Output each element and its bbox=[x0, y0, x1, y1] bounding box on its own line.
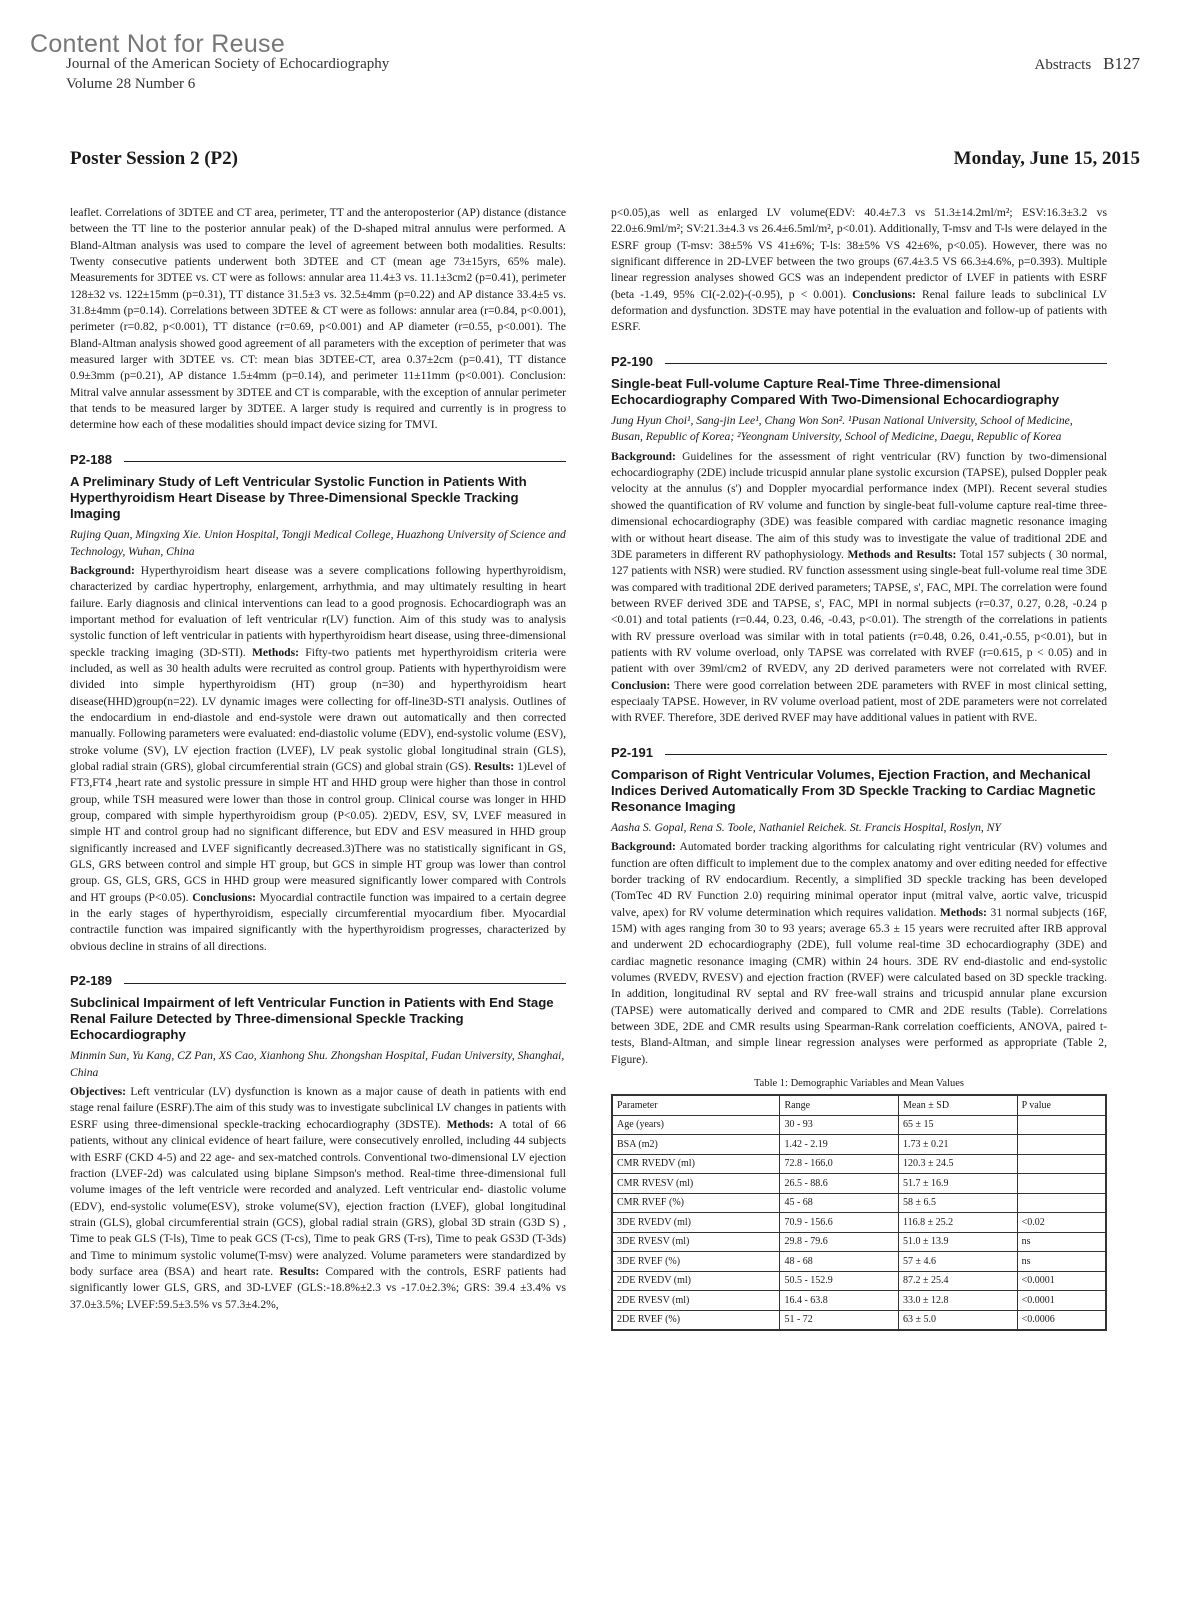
table-cell: BSA (m2) bbox=[612, 1135, 780, 1155]
right-column bbox=[611, 205, 1107, 1331]
abstract-title: Subclinical Impairment of left Ventricular Function in Patients with End Stage Renal Failure Detected by Three-dimensional Speckle Tracking Echocardiography bbox=[70, 995, 554, 1043]
abstract-authors: Aasha S. Gopal, Rena S. Toole, Nathaniel Reichek. St. Francis Hospital, Roslyn, NY bbox=[611, 820, 1001, 834]
table-cell: 1.73 ± 0.21 bbox=[899, 1135, 1018, 1155]
table-cell: 48 - 68 bbox=[780, 1252, 899, 1272]
table-row bbox=[612, 1213, 1106, 1233]
watermark: Content Not for Reuse bbox=[30, 30, 286, 58]
table-cell bbox=[1017, 1174, 1106, 1194]
table-cell: CMR RVEDV (ml) bbox=[612, 1154, 780, 1174]
table-header-cell: Range bbox=[780, 1095, 899, 1115]
table-header-cell: Mean ± SD bbox=[899, 1095, 1018, 1115]
table-body bbox=[612, 1115, 1106, 1330]
table-cell: 116.8 ± 25.2 bbox=[899, 1213, 1018, 1233]
table-cell: 51.0 ± 13.9 bbox=[899, 1232, 1018, 1252]
table-cell: 1.42 - 2.19 bbox=[780, 1135, 899, 1155]
section-label: Abstracts bbox=[1034, 57, 1092, 73]
table-header-row bbox=[612, 1095, 1106, 1115]
journal-name: Journal of the American Society of Echocardiography bbox=[66, 56, 390, 72]
page-header-right bbox=[1035, 54, 1141, 74]
demographics-table bbox=[611, 1094, 1107, 1331]
demographics-table-block bbox=[611, 1076, 1107, 1331]
abstract-body: Background: Automated border tracking algorithms for calculating right ventricular (RV) volumes and function are often difficult to implement due to the complex anatomy and over editing needed for effective border tracking of RV endocardium. Recently, a simplified 3D speckle tracking has been developed (TomTec 4D RV Function 2.0) requiring minimal operator input (mitral valve, aortic valve, tricuspid valve, apex) for RV volume determination which requires validation. Methods: 31 normal subjects (16F, 15M) with ages ranging from 30 to 93 years; average 65.3 ± 15 years were recruited after IRB approval and underwent 2D echocardiography (2DE), full volume real-time 3D echocardiography (3DE) and cardiac magnetic resonance imaging (CMR) within 24 hours. 3DE RV end-diastolic and end-systolic volumes (RVEDV, RVESV) and ejection fraction (RVEF) were calculated based on 3D speckle tracking. In addition, longitudinal RV septal and RV free-wall strains and tricuspid annular plane excursion (TAPSE) were automatically derived and compared to CMR and 2DE results (Table). Correlations between 3DE, 2DE and CMR results using Spearman-Rank correlation coefficients, ANOVA, paired t-tests, Bland-Altman, and simple linear regression analyses were performed as appropriate (Table 2, Figure). bbox=[611, 840, 1108, 1066]
table-cell bbox=[1017, 1115, 1106, 1135]
table-cell: 45 - 68 bbox=[780, 1193, 899, 1213]
abstract-p2-191 bbox=[611, 745, 1107, 1332]
table-cell bbox=[1017, 1193, 1106, 1213]
table-cell: 3DE RVESV (ml) bbox=[612, 1232, 780, 1252]
table-cell: 65 ± 15 bbox=[899, 1115, 1018, 1135]
table-cell: <0.0001 bbox=[1017, 1271, 1106, 1291]
table-cell: 51 - 72 bbox=[780, 1310, 899, 1330]
abstract-body: Objectives: Left ventricular (LV) dysfunction is known as a major cause of death in patients with end stage renal failure (ESRF).The aim of this study was to investigate subclinical LV changes in patients with ESRF using three-dimensional speckle-tracking echocardiography (3DSTE). Methods: A total of 66 patients, without any clinical evidence of heart failure, were consecutively enrolled, including 44 subjects with ESRF (CKD 4-5) and 22 age- and sex-matched controls. Conventional two-dimensional LV ejection fraction (LVEF-2d) was calculated using biplane Simpson's method. Real-time three-dimensional full volume images of the left ventricle were recorded and analyzed. Left ventricular end- diastolic volume (EDV), end-systolic volume(ESV), stroke volume(SV), ejection fraction (LVEF), global longitudinal strain (GLS), global circumferential strain (GCS), global radial strain (GRS), global 3D strain (G3D S) , Time to peak GLS (T-ls), Time to peak GCS (T-cs), Time to peak GRS (T-rs), Time to peak GS3D (T-3ds) and Time to minimum systolic volume(T-msv) were analyzed. Volume parameters were standardized by body surface area (BSA) and heart rate. Results: Compared with the controls, ESRF patients had significantly lower GLS, GRS, and 3D-LVEF (GLS:-18.8%±2.3 vs -17.0±2.3%; GRS: 39.4 ±3.4% vs 37.0±3.5%; LVEF:59.5±3.5% vs 57.3±4.2%, bbox=[70, 1085, 567, 1311]
table-cell: 2DE RVEF (%) bbox=[612, 1310, 780, 1330]
table-row bbox=[612, 1271, 1106, 1291]
session-title: Poster Session 2 (P2) bbox=[70, 148, 238, 169]
journal-volume: Volume 28 Number 6 bbox=[66, 76, 196, 92]
table-cell: <0.0001 bbox=[1017, 1291, 1106, 1311]
table-cell: 70.9 - 156.6 bbox=[780, 1213, 899, 1233]
table-cell: 29.8 - 79.6 bbox=[780, 1232, 899, 1252]
table-cell: 26.5 - 88.6 bbox=[780, 1174, 899, 1194]
table-cell: 87.2 ± 25.4 bbox=[899, 1271, 1018, 1291]
table-header-cell: Parameter bbox=[612, 1095, 780, 1115]
table-cell: ns bbox=[1017, 1252, 1106, 1272]
table-cell: CMR RVEF (%) bbox=[612, 1193, 780, 1213]
abstract-body: Background: Hyperthyroidism heart disease was a severe complications following hyperthyroidism, characterized by cardiac hypertrophy, enlargement, arrhythmia, and may ultimately resulting in heart failure. Early diagnosis and clinical interventions can lead to a good prognosis. Echocardiograph was an important method for evaluation of left ventricular r(LV) function. Aim of this study was to analysis systolic function of left ventricular in patients with hyperthyroidism heart disease, using three-dimensional speckle tracking imaging (3D-STI). Methods: Fifty-two patients met hyperthyroidism criteria were included, as well as 30 health adults were recruited as control group. Patients with hyperthyroidism were divided into simple hyperthyroidism (HT) group (n=30) and hyperthyroidism heart disease(HHD)group(n=22). LV dynamic images were collecting for off-line3D-STI analysis. Outlines of the endocardium in end-diastole and end-systole were drawn out automatically and then corrected manually. Following parameters were evaluated: end-diastolic volume (EDV), end-systolic volume (ESV), stroke volume (SV), LV ejection fraction (LVEF), LV peak systolic global longitudinal strain (GLS), global radial strain (GRS), global circumferential strain (GCS) and global strain (GS). Results: 1)Level of FT3,FT4 ,heart rate and systolic pressure in simple HT and HHD group were higher than those in control group, while TSH measured were lower than those in control group. Clinical course was longer in HHD group, compared with simple hyperthyroidism group (P<0.05). 2)EDV, ESV, SV, LVEF measured in simple HT and control group had no significant difference, but EDV and ESV measured in HHD group significantly increased and LVEF significantly decreased.3)There was no statistically significant in GS, GLS, GRS between control and simple HT group, but GCS in simple HT group was lower than control group. GS, GLS, GRS, GCS in HHD group were measured significantly lower compared with Controls and HT groups (P<0.05). Conclusions: Myocardial contractile function was impaired to a certain degree in the early stages of hyperthyroidism, especially circumferential myocardium fiber. Myocardial contractile function was impaired significantly with the hyperthyroidism progresses, characterized by obvious decline in strains of all directions. bbox=[70, 563, 566, 953]
abstract-p2-188 bbox=[70, 452, 566, 955]
table-row bbox=[612, 1154, 1106, 1174]
table-cell: 120.3 ± 24.5 bbox=[899, 1154, 1018, 1174]
abstract-id: P2-188 bbox=[70, 452, 566, 468]
table-row bbox=[612, 1193, 1106, 1213]
table-cell: 57 ± 4.6 bbox=[899, 1252, 1018, 1272]
continued-abstract: p<0.05),as well as enlarged LV volume(EDV: 40.4±7.3 vs 51.3±14.2ml/m²; ESV:16.3±3.2 vs 22.0±6.9ml/m²; SV:21.3±4.3 vs 26.4±6.5ml/m², p<0.01). Additionally, T-msv and T-ls were delayed in the ESRF group (T-msv: 38±5% VS 41±6%; T-ls: 38±5% VS 42±6%, p<0.05). However, there was no significant difference in 2D-LVEF between the two groups (67.4±3.5 VS 66.3±4.6%, p=0.393). Multiple linear regression analyses showed GCS was an independent predictor of LVEF in patients with ESRF (beta -1.49, 95% CI(-2.02)-(-0.95), p < 0.001). Conclusions: Renal failure leads to subclinical LV deformation and dysfunction. 3DSTE may have potential in the evaluation and follow-up of patients with ESRF. bbox=[611, 206, 1107, 334]
continued-abstract: leaflet. Correlations of 3DTEE and CT area, perimeter, TT and the anteroposterior (AP) distance (distance between the TT line to the posterior annular peak) of the D-shaped mitral annulus were performed. A Bland-Altman analysis was used to compare the level of agreement between both modalities. Results: Twenty consecutive patients underwent both 3DTEE and CT (mean age 73±15yrs, 65% male). Measurements for 3DTEE vs. CT were as follows: annular area 11.4±3 vs. 11.1±3cm2 (p=0.41), perimeter 128±32 vs. 122±15mm (p=0.31), TT distance 31.5±3 vs. 32.5±4mm (p=0.22) and AP distance 33.4±5 vs. 31.8±4mm (p=0.14). Correlations between 3DTEE & CT were as follows: annular area (r=0.84, p<0.001), perimeter (r=0.82, p<0.001), TT distance (r=0.69, p<0.001) and AP diameter (r=0.55, p<0.001). The Bland-Altman analysis showed good agreement of all parameters with the exception of perimeter that was measured larger with 3DTEE vs. CT: mean bias 3DTEE-CT, area 0.37±2cm (p=0.41), TT distance 0.9±3mm (p=0.21), AP distance 1.5±4mm (p=0.14), and perimeter 11±11mm (p<0.001). Conclusion: Mitral valve annular assessment by 3DTEE and CT is comparable, with the exception of annular perimeter that tends to be measured larger by 3DTEE. A larger study is required and currently is in progress to determine how each of these modalities should impact device sizing for TMVI. bbox=[70, 206, 566, 432]
abstract-title: Comparison of Right Ventricular Volumes, Ejection Fraction, and Mechanical Indices Derived Automatically From 3D Speckle Tracking to Cardiac Magnetic Resonance Imaging bbox=[611, 766, 1096, 814]
abstract-authors: Jung Hyun Choi¹, Sang-jin Lee¹, Chang Won Son². ¹Pusan National University, School of Medicine, Busan, Republic of Korea; ²Yeongnam University, School of Medicine, Daegu, Republic of Korea bbox=[611, 414, 1073, 444]
table-row bbox=[612, 1135, 1106, 1155]
table-row bbox=[612, 1310, 1106, 1330]
abstract-id: P2-189 bbox=[70, 973, 566, 989]
page-number: B127 bbox=[1103, 54, 1140, 73]
table-row bbox=[612, 1291, 1106, 1311]
table-cell: ns bbox=[1017, 1232, 1106, 1252]
table-cell: <0.0006 bbox=[1017, 1310, 1106, 1330]
table-header-cell: P value bbox=[1017, 1095, 1106, 1115]
journal-header bbox=[66, 54, 389, 94]
table-cell: 72.8 - 166.0 bbox=[780, 1154, 899, 1174]
abstract-p2-190 bbox=[611, 354, 1107, 727]
table-row bbox=[612, 1174, 1106, 1194]
abstract-title: Single-beat Full-volume Capture Real-Time Three-dimensional Echocardiography Compared With Two-Dimensional Echocardiography bbox=[611, 376, 1060, 408]
table-row bbox=[612, 1252, 1106, 1272]
abstract-id: P2-190 bbox=[611, 354, 1107, 370]
table-cell: 51.7 ± 16.9 bbox=[899, 1174, 1018, 1194]
abstract-body: Background: Guidelines for the assessment of right ventricular (RV) function by two-dimensional echocardiography (2DE) include tricuspid annular plane systolic excursion (TAPSE), pulsed Doppler peak velocity at the annulus (s') and Doppler myocardial performance index (MPI). Recent several studies showed the quantification of RV volume and function by single-beat full-volume capture real-time three-dimensional echocardiography (3DE) was feasible compared with cardiac magnetic resonance imaging with or without heart disease. The aim of this study was to investigate the value of traditional 2DE and 3DE parameters in different RV pathophysiology. Methods and Results: Total 157 subjects ( 30 normal, 127 patients with NSR) were studied. RV function assessment using single-beat full-volume real time 3DE was compared with traditional 2DE derived parameters; TAPSE, s', FAC, MPI. The correlation were found between RVEF derived 3DE and TAPSE, s', FAC, MPI in normal subjects (r=0.37, 0.27, 0.28, -0.24 p <0.01) and total patients (r=0.44, 0.23, 0.46, -0.43, p<0.01). The strength of the correlations in patients with RV pressure overload was similar with in total patients (r=0.48, 0.26, 0.41,-0.55, p<0.01), but in patients with RV volume overload, only TAPSE was correlated with RVEF (r=0.615, p < 0.05) and in patient with over 39ml/cm2 of RVEDV, any 2D derived parameters were not correlated with RVEF. Conclusion: There were good correlation between 2DE parameters with RVEF in most clinical setting, especiaaly TAPSE. However, in RV volume overload patient, most of 2DE parameters were not correlated with RVEF. Therefore, 3DE derived RVEF may have additional values in patient with RVE. bbox=[611, 449, 1108, 725]
table-cell bbox=[1017, 1154, 1106, 1174]
table-cell: 2DE RVEDV (ml) bbox=[612, 1271, 780, 1291]
session-date: Monday, June 15, 2015 bbox=[953, 148, 1140, 169]
table-caption: Table 1: Demographic Variables and Mean Values bbox=[754, 1078, 964, 1090]
abstract-id: P2-191 bbox=[611, 745, 1107, 761]
table-cell: 50.5 - 152.9 bbox=[780, 1271, 899, 1291]
abstract-title: A Preliminary Study of Left Ventricular Systolic Function in Patients With Hyperthyroidism Heart Disease by Three-Dimensional Speckle Tracking Imaging bbox=[70, 474, 527, 522]
left-column bbox=[70, 205, 566, 1313]
abstract-p2-189 bbox=[70, 973, 566, 1313]
table-cell: 30 - 93 bbox=[780, 1115, 899, 1135]
table-cell: 33.0 ± 12.8 bbox=[899, 1291, 1018, 1311]
table-row bbox=[612, 1232, 1106, 1252]
table-cell: 58 ± 6.5 bbox=[899, 1193, 1018, 1213]
table-cell: 16.4 - 63.8 bbox=[780, 1291, 899, 1311]
abstract-authors: Minmin Sun, Yu Kang, CZ Pan, XS Cao, Xianhong Shu. Zhongshan Hospital, Fudan University, Shanghai, China bbox=[70, 1049, 565, 1079]
table-cell: 3DE RVEF (%) bbox=[612, 1252, 780, 1272]
table-cell: <0.02 bbox=[1017, 1213, 1106, 1233]
table-row bbox=[612, 1115, 1106, 1135]
table-cell: 3DE RVEDV (ml) bbox=[612, 1213, 780, 1233]
table-cell: 2DE RVESV (ml) bbox=[612, 1291, 780, 1311]
table-cell: Age (years) bbox=[612, 1115, 780, 1135]
abstract-authors: Rujing Quan, Mingxing Xie. Union Hospital, Tongji Medical College, Huazhong University of Science and Technology, Wuhan, China bbox=[70, 528, 566, 558]
table-cell: 63 ± 5.0 bbox=[899, 1310, 1018, 1330]
table-cell bbox=[1017, 1135, 1106, 1155]
table-cell: CMR RVESV (ml) bbox=[612, 1174, 780, 1194]
